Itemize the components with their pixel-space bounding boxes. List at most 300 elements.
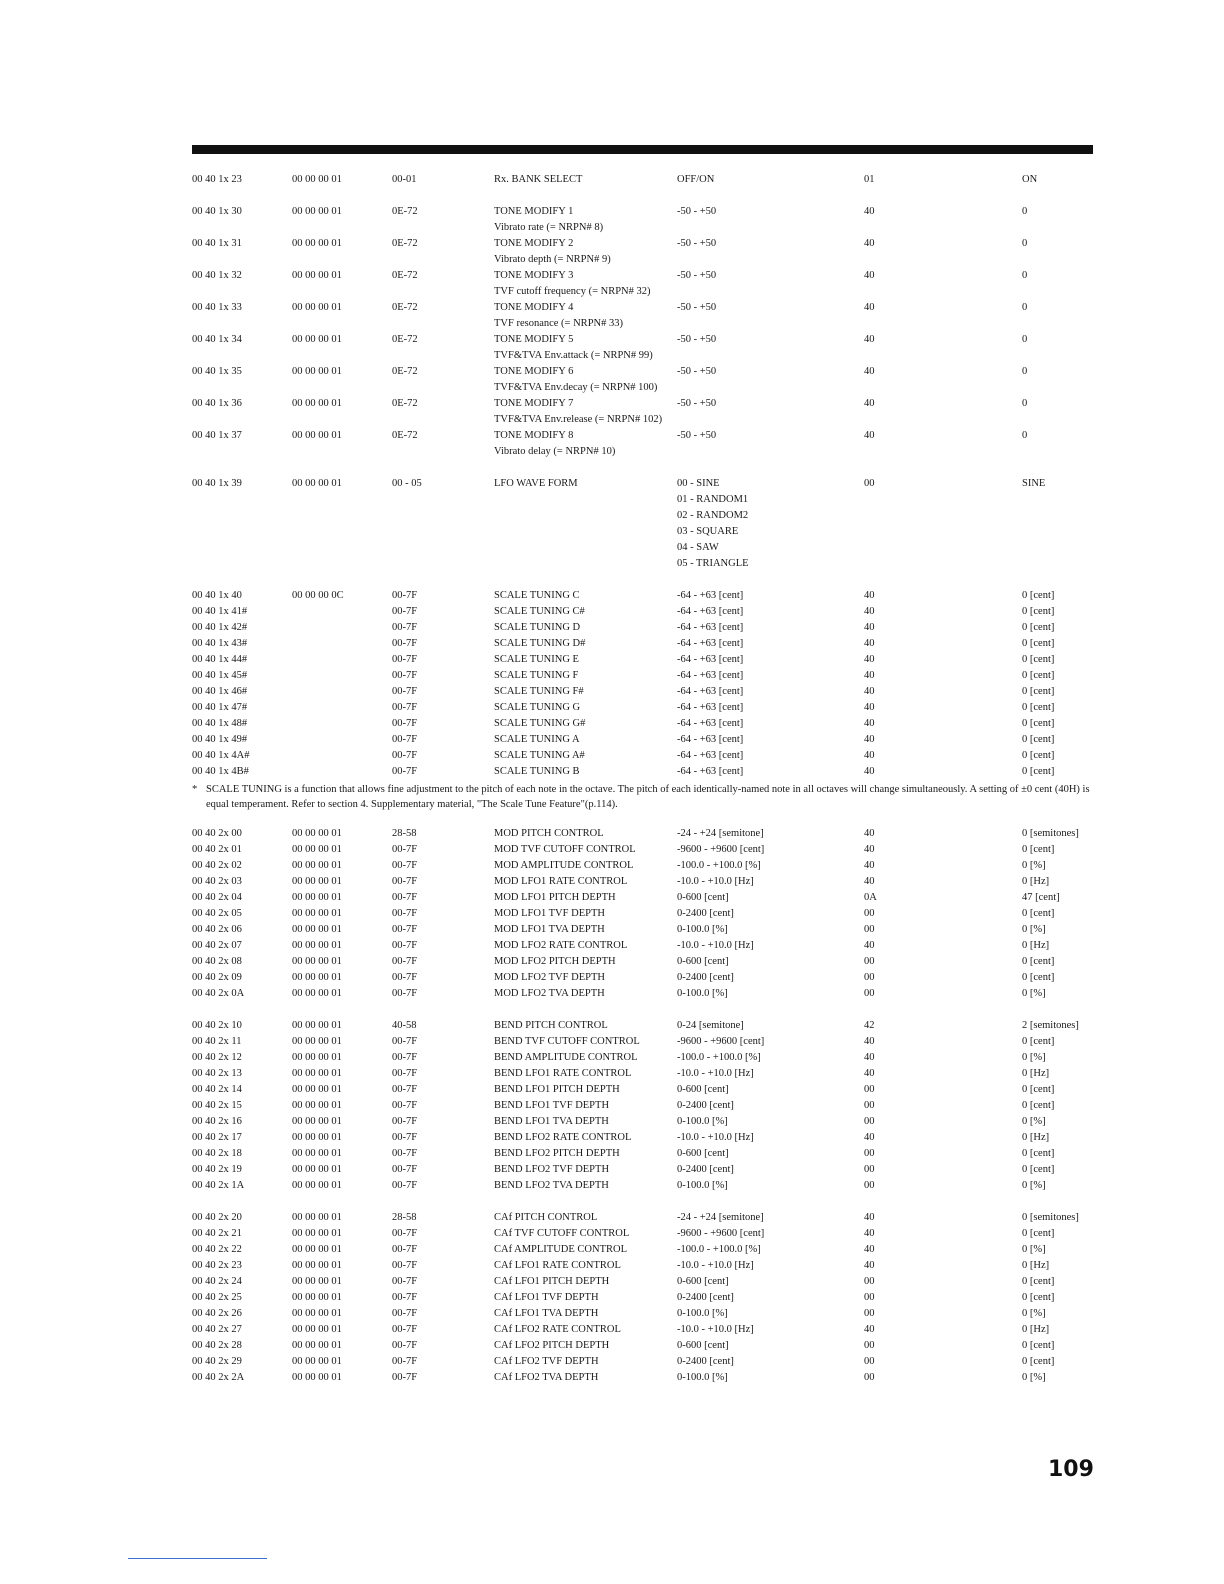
description: -10.0 - +10.0 [Hz] <box>677 1260 754 1271</box>
default-description: 0 [cent] <box>1022 606 1055 617</box>
size: 00 00 00 01 <box>292 302 342 313</box>
description: -10.0 - +10.0 [Hz] <box>677 1132 754 1143</box>
wave-options <box>677 476 749 572</box>
data-range: 00-7F <box>392 1228 418 1239</box>
parameter-name: TONE MODIFY 2 <box>494 238 574 249</box>
parameter: SCALE TUNING C# <box>494 606 585 617</box>
data-range: 00-7F <box>392 1244 418 1255</box>
address: 00 40 2x 11 <box>192 1036 242 1047</box>
parameter-sub: TVF&TVA Env.attack (= NRPN# 99) <box>494 350 653 361</box>
table-row <box>192 476 1102 572</box>
data-range: 00-7F <box>392 622 418 633</box>
default-value: 40 <box>864 606 875 617</box>
size: 00 00 00 01 <box>292 956 342 967</box>
default-value: 00 <box>864 956 875 967</box>
table-row <box>192 826 1102 842</box>
default-description: SINE <box>1022 478 1046 489</box>
data-range: 28-58 <box>392 1212 417 1223</box>
parameter: CAf LFO1 TVF DEPTH <box>494 1292 599 1303</box>
table-row <box>192 700 1102 716</box>
parameter <box>494 236 611 268</box>
parameter <box>494 396 662 428</box>
size: 00 00 00 01 <box>292 206 342 217</box>
parameter: MOD LFO2 PITCH DEPTH <box>494 956 616 967</box>
data-range: 00-7F <box>392 1164 418 1175</box>
default-description: 0 [%] <box>1022 924 1046 935</box>
default-description: 2 [semitones] <box>1022 1020 1079 1031</box>
parameter-name: TONE MODIFY 8 <box>494 430 574 441</box>
default-value: 40 <box>864 398 875 409</box>
data-range: 0E-72 <box>392 366 418 377</box>
data-range: 00-7F <box>392 766 418 777</box>
data-range: 00-7F <box>392 1100 418 1111</box>
address: 00 40 2x 05 <box>192 908 242 919</box>
default-value: 00 <box>864 1180 875 1191</box>
description: -100.0 - +100.0 [%] <box>677 1052 761 1063</box>
parameter-name: TONE MODIFY 1 <box>494 206 574 217</box>
table-row <box>192 1226 1102 1242</box>
default-description: 0 [cent] <box>1022 1340 1055 1351</box>
table-row <box>192 1018 1102 1034</box>
default-value: 00 <box>864 1116 875 1127</box>
default-description: 0 <box>1022 334 1028 345</box>
parameter: BEND LFO1 RATE CONTROL <box>494 1068 632 1079</box>
parameter: SCALE TUNING F# <box>494 686 584 697</box>
parameter: Rx. BANK SELECT <box>494 174 583 185</box>
default-value: 40 <box>864 206 875 217</box>
description: -64 - +63 [cent] <box>677 766 744 777</box>
table-row <box>192 332 1102 364</box>
address: 00 40 1x 47# <box>192 702 248 713</box>
size: 00 00 00 01 <box>292 1084 342 1095</box>
address: 00 40 2x 28 <box>192 1340 242 1351</box>
description: -50 - +50 <box>677 366 717 377</box>
scale-tuning-block <box>192 588 1102 780</box>
default-description: 0 [cent] <box>1022 956 1055 967</box>
table-row <box>192 842 1102 858</box>
table-row <box>192 1354 1102 1370</box>
parameter: LFO WAVE FORM <box>494 478 578 489</box>
default-description: 0 [cent] <box>1022 750 1055 761</box>
table-row <box>192 1178 1102 1194</box>
parameter: SCALE TUNING C <box>494 590 580 601</box>
top-rule <box>192 145 1093 154</box>
description: -10.0 - +10.0 [Hz] <box>677 940 754 951</box>
default-value: 40 <box>864 622 875 633</box>
default-value: 40 <box>864 940 875 951</box>
parameter: BEND LFO1 TVA DEPTH <box>494 1116 609 1127</box>
size: 00 00 00 01 <box>292 1372 342 1383</box>
address: 00 40 2x 2A <box>192 1372 245 1383</box>
default-description: 0 [%] <box>1022 1244 1046 1255</box>
parameter-sub: Vibrato depth (= NRPN# 9) <box>494 254 611 265</box>
table-row <box>192 1274 1102 1290</box>
default-description: 0 [cent] <box>1022 972 1055 983</box>
data-range: 00-7F <box>392 750 418 761</box>
parameter: MOD LFO1 TVF DEPTH <box>494 908 605 919</box>
description: -50 - +50 <box>677 430 717 441</box>
default-description: 0 [%] <box>1022 1372 1046 1383</box>
default-value: 00 <box>864 1164 875 1175</box>
parameter: MOD PITCH CONTROL <box>494 828 604 839</box>
parameter: CAf LFO2 TVA DEPTH <box>494 1372 599 1383</box>
address: 00 40 1x 37 <box>192 430 242 441</box>
default-value: 40 <box>864 750 875 761</box>
size: 00 00 00 01 <box>292 1340 342 1351</box>
address: 00 40 2x 13 <box>192 1068 242 1079</box>
description: 0-100.0 [%] <box>677 1372 728 1383</box>
size: 00 00 00 01 <box>292 1036 342 1047</box>
default-description: 0 <box>1022 238 1028 249</box>
default-value: 40 <box>864 718 875 729</box>
table-row <box>192 268 1102 300</box>
default-value: 40 <box>864 844 875 855</box>
table-row <box>192 1322 1102 1338</box>
table-row <box>192 970 1102 986</box>
description: 0-2400 [cent] <box>677 1356 734 1367</box>
description: 0-600 [cent] <box>677 1276 729 1287</box>
size: 00 00 00 01 <box>292 1052 342 1063</box>
table-row <box>192 1338 1102 1354</box>
data-range: 00-7F <box>392 1116 418 1127</box>
size: 00 00 00 0C <box>292 590 344 601</box>
data-range: 00-7F <box>392 892 418 903</box>
table-row <box>192 652 1102 668</box>
size: 00 00 00 01 <box>292 860 342 871</box>
table-row <box>192 1082 1102 1098</box>
description: -64 - +63 [cent] <box>677 606 744 617</box>
table-row <box>192 890 1102 906</box>
address: 00 40 2x 14 <box>192 1084 242 1095</box>
data-range: 00-7F <box>392 654 418 665</box>
description: -50 - +50 <box>677 206 717 217</box>
address: 00 40 1x 41# <box>192 606 248 617</box>
size: 00 00 00 01 <box>292 876 342 887</box>
default-value: 40 <box>864 1260 875 1271</box>
description: 0-2400 [cent] <box>677 972 734 983</box>
default-value: 00 <box>864 988 875 999</box>
description: -9600 - +9600 [cent] <box>677 844 765 855</box>
default-description: 0 [cent] <box>1022 1276 1055 1287</box>
default-description: 0 [cent] <box>1022 670 1055 681</box>
description: -64 - +63 [cent] <box>677 590 744 601</box>
default-description: 0 [Hz] <box>1022 1260 1050 1271</box>
parameter-name: TONE MODIFY 4 <box>494 302 574 313</box>
parameter: SCALE TUNING E <box>494 654 579 665</box>
description: OFF/ON <box>677 174 715 185</box>
bend-control-block <box>192 1018 1102 1194</box>
default-description: 0 [Hz] <box>1022 876 1050 887</box>
mod-control-block <box>192 826 1102 1002</box>
size: 00 00 00 01 <box>292 270 342 281</box>
default-value: 40 <box>864 734 875 745</box>
description: -64 - +63 [cent] <box>677 702 744 713</box>
description: -10.0 - +10.0 [Hz] <box>677 1324 754 1335</box>
data-range: 00-7F <box>392 718 418 729</box>
size: 00 00 00 01 <box>292 1020 342 1031</box>
table-row <box>192 204 1102 236</box>
description: -50 - +50 <box>677 334 717 345</box>
address: 00 40 1x 31 <box>192 238 242 249</box>
data-range: 00-7F <box>392 702 418 713</box>
table-row <box>192 1290 1102 1306</box>
data-range: 40-58 <box>392 1020 417 1031</box>
default-description: 47 [cent] <box>1022 892 1060 903</box>
default-value: 40 <box>864 1036 875 1047</box>
data-range: 00-7F <box>392 670 418 681</box>
address: 00 40 1x 32 <box>192 270 242 281</box>
default-description: 0 [cent] <box>1022 1036 1055 1047</box>
table-row <box>192 1242 1102 1258</box>
parameter: BEND LFO2 RATE CONTROL <box>494 1132 632 1143</box>
size: 00 00 00 01 <box>292 1356 342 1367</box>
parameter-sub: Vibrato rate (= NRPN# 8) <box>494 222 604 233</box>
description: -50 - +50 <box>677 238 717 249</box>
default-value: 01 <box>864 174 875 185</box>
data-range: 0E-72 <box>392 270 418 281</box>
parameter: SCALE TUNING D <box>494 622 581 633</box>
data-range: 00-7F <box>392 940 418 951</box>
description: -10.0 - +10.0 [Hz] <box>677 876 754 887</box>
wave-option: 00 - SINE <box>677 478 720 489</box>
parameter: CAf LFO1 RATE CONTROL <box>494 1260 621 1271</box>
wave-option: 05 - TRIANGLE <box>677 558 749 569</box>
description: -64 - +63 [cent] <box>677 734 744 745</box>
parameter: CAf LFO2 TVF DEPTH <box>494 1356 599 1367</box>
parameter: MOD AMPLITUDE CONTROL <box>494 860 634 871</box>
address: 00 40 2x 16 <box>192 1116 242 1127</box>
default-description: 0 [cent] <box>1022 718 1055 729</box>
data-range: 0E-72 <box>392 238 418 249</box>
data-range: 00-7F <box>392 956 418 967</box>
parameter: CAf LFO2 PITCH DEPTH <box>494 1340 610 1351</box>
address: 00 40 2x 23 <box>192 1260 242 1271</box>
size: 00 00 00 01 <box>292 1260 342 1271</box>
parameter: BEND LFO2 TVF DEPTH <box>494 1164 610 1175</box>
default-description: ON <box>1022 174 1038 185</box>
size: 00 00 00 01 <box>292 1292 342 1303</box>
table-row <box>192 922 1102 938</box>
table-row <box>192 1258 1102 1274</box>
default-description: 0 [semitones] <box>1022 1212 1079 1223</box>
default-value: 40 <box>864 1228 875 1239</box>
size: 00 00 00 01 <box>292 1068 342 1079</box>
data-range: 00-7F <box>392 860 418 871</box>
default-value: 00 <box>864 1340 875 1351</box>
default-value: 00 <box>864 478 875 489</box>
default-value: 40 <box>864 828 875 839</box>
default-value: 40 <box>864 366 875 377</box>
size: 00 00 00 01 <box>292 1148 342 1159</box>
table-row <box>192 1034 1102 1050</box>
data-range: 00-7F <box>392 606 418 617</box>
data-range: 00-7F <box>392 1276 418 1287</box>
description: -64 - +63 [cent] <box>677 686 744 697</box>
data-range: 00-7F <box>392 924 418 935</box>
size: 00 00 00 01 <box>292 1212 342 1223</box>
address: 00 40 2x 01 <box>192 844 242 855</box>
default-description: 0 [cent] <box>1022 638 1055 649</box>
table-row <box>192 858 1102 874</box>
description: -64 - +63 [cent] <box>677 718 744 729</box>
parameter: CAf PITCH CONTROL <box>494 1212 598 1223</box>
data-range: 00-7F <box>392 638 418 649</box>
description: 0-100.0 [%] <box>677 924 728 935</box>
size: 00 00 00 01 <box>292 988 342 999</box>
parameter: MOD LFO2 TVA DEPTH <box>494 988 605 999</box>
address: 00 40 1x 39 <box>192 478 242 489</box>
default-value: 40 <box>864 270 875 281</box>
data-range: 00-7F <box>392 1148 418 1159</box>
parameter <box>494 268 651 300</box>
parameter: MOD LFO2 RATE CONTROL <box>494 940 628 951</box>
data-range: 00-7F <box>392 1068 418 1079</box>
parameter: BEND LFO2 PITCH DEPTH <box>494 1148 620 1159</box>
default-description: 0 [cent] <box>1022 590 1055 601</box>
address: 00 40 2x 00 <box>192 828 242 839</box>
parameter: MOD LFO1 PITCH DEPTH <box>494 892 616 903</box>
data-range: 00-7F <box>392 590 418 601</box>
note-text: SCALE TUNING is a function that allows fine adjustment to the pitch of each note in the octave. The pitch of each identically-named note in all octaves will change simultaneously. A setting of ±0 cent (40H) is equal temperament. Refer to section 4. Supplementary material, "The Scale Tune Feature"(p.114). <box>206 784 1090 810</box>
address: 00 40 2x 10 <box>192 1020 242 1031</box>
default-value: 40 <box>864 1132 875 1143</box>
description: 0-100.0 [%] <box>677 988 728 999</box>
address: 00 40 2x 08 <box>192 956 242 967</box>
default-value: 00 <box>864 1148 875 1159</box>
table-row <box>192 396 1102 428</box>
description: 0-600 [cent] <box>677 1340 729 1351</box>
default-value: 40 <box>864 430 875 441</box>
description: -9600 - +9600 [cent] <box>677 1228 765 1239</box>
default-value: 40 <box>864 1324 875 1335</box>
data-range: 0E-72 <box>392 430 418 441</box>
size: 00 00 00 01 <box>292 238 342 249</box>
address: 00 40 1x 43# <box>192 638 248 649</box>
address: 00 40 2x 22 <box>192 1244 242 1255</box>
address: 00 40 2x 18 <box>192 1148 242 1159</box>
parameter: SCALE TUNING G# <box>494 718 586 729</box>
parameter: CAf LFO2 RATE CONTROL <box>494 1324 621 1335</box>
table-row <box>192 1114 1102 1130</box>
default-description: 0 [%] <box>1022 988 1046 999</box>
size: 00 00 00 01 <box>292 430 342 441</box>
table-row <box>192 1098 1102 1114</box>
default-description: 0 [cent] <box>1022 1148 1055 1159</box>
default-value: 40 <box>864 1244 875 1255</box>
table-row <box>192 1066 1102 1082</box>
default-description: 0 [Hz] <box>1022 1324 1050 1335</box>
note-bullet: * <box>192 784 198 795</box>
table-row <box>192 636 1102 652</box>
description: -10.0 - +10.0 [Hz] <box>677 1068 754 1079</box>
address: 00 40 1x 44# <box>192 654 248 665</box>
default-description: 0 [cent] <box>1022 1292 1055 1303</box>
table-row <box>192 874 1102 890</box>
description: -50 - +50 <box>677 302 717 313</box>
table-row <box>192 1050 1102 1066</box>
default-value: 40 <box>864 766 875 777</box>
table-row <box>192 604 1102 620</box>
default-value: 40 <box>864 860 875 871</box>
data-range: 00-7F <box>392 972 418 983</box>
table-row <box>192 1370 1102 1386</box>
default-value: 40 <box>864 334 875 345</box>
default-value: 42 <box>864 1020 875 1031</box>
default-value: 40 <box>864 654 875 665</box>
default-description: 0 [cent] <box>1022 686 1055 697</box>
description: -64 - +63 [cent] <box>677 622 744 633</box>
size: 00 00 00 01 <box>292 478 342 489</box>
address: 00 40 1x 48# <box>192 718 248 729</box>
default-value: 00 <box>864 1100 875 1111</box>
size: 00 00 00 01 <box>292 174 342 185</box>
size: 00 00 00 01 <box>292 1100 342 1111</box>
default-description: 0 [%] <box>1022 1180 1046 1191</box>
table-row <box>192 588 1102 604</box>
description: 0-600 [cent] <box>677 1148 729 1159</box>
table-row <box>192 620 1102 636</box>
address: 00 40 2x 27 <box>192 1324 242 1335</box>
data-range: 0E-72 <box>392 206 418 217</box>
data-range: 0E-72 <box>392 302 418 313</box>
description: 0-2400 [cent] <box>677 1292 734 1303</box>
description: 0-600 [cent] <box>677 956 729 967</box>
size: 00 00 00 01 <box>292 908 342 919</box>
data-range: 00-7F <box>392 1324 418 1335</box>
table-row <box>192 300 1102 332</box>
address: 00 40 2x 12 <box>192 1052 242 1063</box>
size: 00 00 00 01 <box>292 334 342 345</box>
parameter: BEND LFO1 PITCH DEPTH <box>494 1084 620 1095</box>
default-description: 0 [cent] <box>1022 702 1055 713</box>
description: 0-2400 [cent] <box>677 1164 734 1175</box>
parameter: MOD TVF CUTOFF CONTROL <box>494 844 636 855</box>
default-value: 40 <box>864 638 875 649</box>
parameter-name: TONE MODIFY 3 <box>494 270 574 281</box>
default-description: 0 <box>1022 398 1028 409</box>
description: -64 - +63 [cent] <box>677 670 744 681</box>
description: 0-24 [semitone] <box>677 1020 744 1031</box>
default-description: 0 [%] <box>1022 1308 1046 1319</box>
data-range: 00-7F <box>392 1052 418 1063</box>
parameter <box>494 428 615 460</box>
address: 00 40 2x 20 <box>192 1212 242 1223</box>
default-value: 40 <box>864 1052 875 1063</box>
default-value: 40 <box>864 702 875 713</box>
size: 00 00 00 01 <box>292 940 342 951</box>
table-row <box>192 1162 1102 1178</box>
default-value: 40 <box>864 1068 875 1079</box>
parameter-name: TONE MODIFY 7 <box>494 398 574 409</box>
address: 00 40 2x 03 <box>192 876 242 887</box>
description: -64 - +63 [cent] <box>677 638 744 649</box>
description: 0-100.0 [%] <box>677 1308 728 1319</box>
parameter: MOD LFO1 TVA DEPTH <box>494 924 605 935</box>
data-range: 00-7F <box>392 1308 418 1319</box>
address: 00 40 1x 49# <box>192 734 248 745</box>
parameter-sub: TVF cutoff frequency (= NRPN# 32) <box>494 286 651 297</box>
address: 00 40 2x 02 <box>192 860 242 871</box>
address: 00 40 1x 4A# <box>192 750 250 761</box>
table-row <box>192 1210 1102 1226</box>
description: -50 - +50 <box>677 398 717 409</box>
size: 00 00 00 01 <box>292 892 342 903</box>
parameter <box>494 364 657 396</box>
default-description: 0 [cent] <box>1022 844 1055 855</box>
table-row <box>192 716 1102 732</box>
parameter <box>494 300 623 332</box>
size: 00 00 00 01 <box>292 1324 342 1335</box>
